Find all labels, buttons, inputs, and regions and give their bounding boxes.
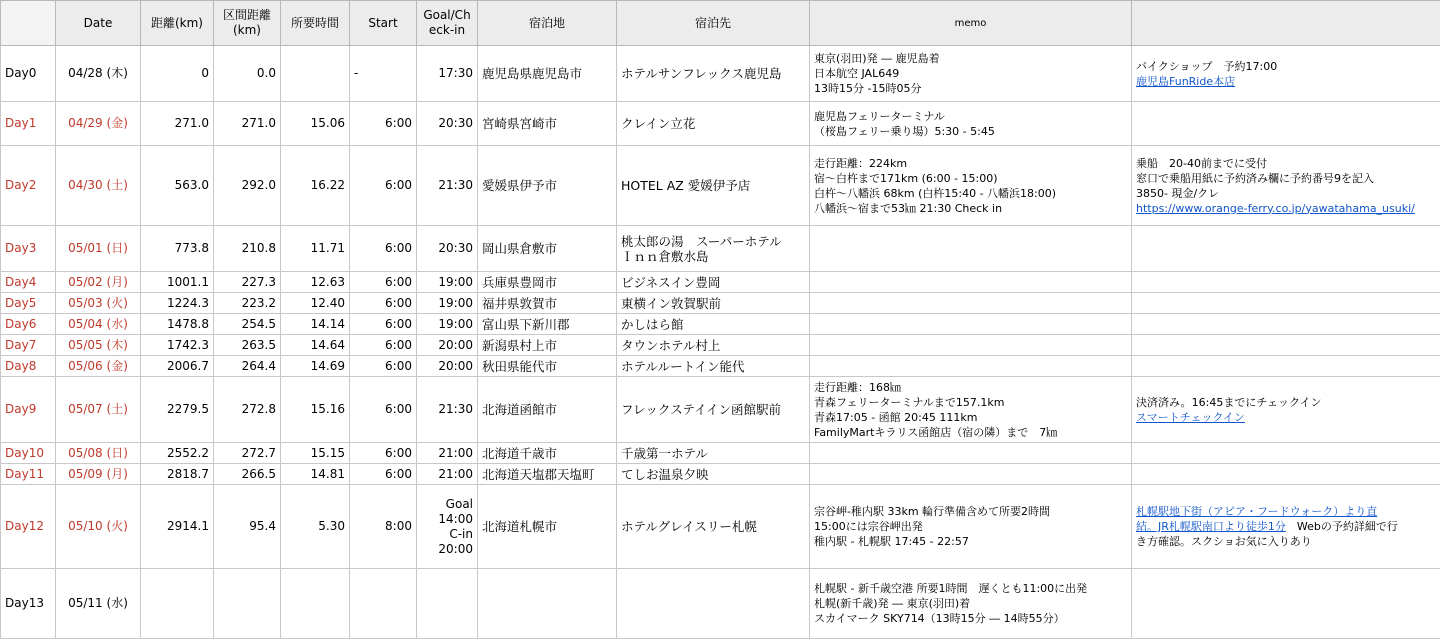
cell-memo[interactable] [810, 569, 1132, 639]
cell-date[interactable]: 05/10 (火) [56, 485, 141, 569]
cell-date[interactable]: 05/01 (日) [56, 226, 141, 272]
cell-goal[interactable] [417, 485, 478, 569]
cell-hotel[interactable] [617, 356, 810, 377]
cell-distance[interactable]: 773.8 [141, 226, 214, 272]
cell-date[interactable]: 05/03 (火) [56, 293, 141, 314]
notes-text: バイクショップ 予約17:00 [1136, 59, 1278, 73]
cell-memo[interactable] [810, 293, 1132, 314]
cell-goal[interactable] [417, 46, 478, 102]
goal-line: 17:30 [438, 66, 473, 80]
cell-hotel[interactable] [617, 226, 810, 272]
cell-place[interactable]: 福井県敦賀市 [478, 293, 617, 314]
goal-line: 20:00 [438, 541, 473, 556]
cell-start[interactable] [350, 569, 417, 639]
cell-notes[interactable] [1132, 272, 1440, 293]
cell-notes[interactable] [1132, 356, 1440, 377]
goal-line: 21:00 [438, 466, 473, 481]
cell-duration[interactable]: 15.06 [281, 102, 350, 146]
header-memo[interactable]: memo [810, 1, 1132, 46]
cell-segment[interactable]: 223.2 [214, 293, 281, 314]
memo-line: 稚内駅 - 札幌駅 17:45 - 22:57 [814, 535, 969, 548]
cell-date[interactable]: 05/08 (日) [56, 443, 141, 464]
notes-text: き方確認。スクショお気に入りあり [1136, 535, 1312, 548]
cell-day[interactable]: Day11 [1, 464, 56, 485]
cell-memo[interactable] [810, 335, 1132, 356]
cell-notes[interactable] [1132, 314, 1440, 335]
cell-duration[interactable]: 11.71 [281, 226, 350, 272]
cell-start[interactable]: 6:00 [350, 102, 417, 146]
cell-notes[interactable] [1132, 293, 1440, 314]
cell-hotel[interactable] [617, 272, 810, 293]
hotel-line: Ｉｎｎ倉敷水島 [621, 248, 709, 264]
header-goal[interactable]: Goal/Ch eck-in [417, 1, 478, 46]
goal-line: 20:00 [438, 358, 473, 373]
cell-distance[interactable]: 0 [141, 46, 214, 102]
cell-memo[interactable] [810, 356, 1132, 377]
table-row [1, 293, 1440, 314]
cell-segment[interactable]: 272.8 [214, 377, 281, 443]
table-row [1, 356, 1440, 377]
cell-date[interactable]: 05/04 (水) [56, 314, 141, 335]
cell-date[interactable]: 04/28 (木) [56, 46, 141, 102]
cell-date[interactable]: 05/11 (水) [56, 569, 141, 639]
memo-line: 札幌(新千歳)発 ― 東京(羽田)着 [814, 597, 971, 610]
cell-distance[interactable]: 1001.1 [141, 272, 214, 293]
hotel-line: ホテルルートイン能代 [621, 358, 745, 374]
cell-duration[interactable]: 16.22 [281, 146, 350, 226]
notes-link[interactable]: 鹿児島FunRide本店 [1136, 74, 1236, 88]
cell-distance[interactable]: 1224.3 [141, 293, 214, 314]
cell-day[interactable]: Day2 [1, 146, 56, 226]
notes-line [1136, 519, 1436, 534]
cell-segment[interactable]: 263.5 [214, 335, 281, 356]
memo-line: 15:00には宗谷岬出発 [814, 520, 923, 533]
notes-link[interactable]: スマートチェックイン [1136, 410, 1245, 424]
cell-start[interactable]: 6:00 [350, 314, 417, 335]
cell-distance[interactable]: 2279.5 [141, 377, 214, 443]
goal-line: 19:00 [438, 316, 473, 331]
cell-memo[interactable] [810, 102, 1132, 146]
table-body [1, 46, 1440, 639]
memo-line: 宿～白杵まで171km (6:00 - 15:00) [814, 171, 998, 185]
goal-line: 20:00 [438, 337, 473, 352]
cell-goal[interactable] [417, 569, 478, 639]
memo-line: 白杵～八幡浜 68km (白杵15:40 - 八幡浜18:00) [814, 186, 1057, 200]
cell-goal[interactable] [417, 314, 478, 335]
cell-notes[interactable] [1132, 146, 1440, 226]
table-row [1, 377, 1440, 443]
cell-start[interactable]: 6:00 [350, 226, 417, 272]
notes-text: 3850- 現金/クレ [1136, 186, 1220, 200]
cell-notes[interactable] [1132, 443, 1440, 464]
cell-start[interactable]: 6:00 [350, 356, 417, 377]
goal-line: 21:30 [438, 402, 473, 416]
hotel-line: HOTEL AZ 愛媛伊予店 [621, 178, 751, 193]
memo-line: FamilyMartキラリス函館店（宿の隣）まで 7㎞ [814, 425, 1058, 439]
cell-memo[interactable] [810, 314, 1132, 335]
cell-day[interactable]: Day5 [1, 293, 56, 314]
cell-duration[interactable]: 12.40 [281, 293, 350, 314]
cell-goal[interactable] [417, 272, 478, 293]
cell-place[interactable]: 富山県下新川郡 [478, 314, 617, 335]
cell-segment[interactable]: 0.0 [214, 46, 281, 102]
cell-day[interactable]: Day9 [1, 377, 56, 443]
table-row [1, 272, 1440, 293]
notes-link[interactable]: 結。JR札幌駅南口より徒歩1分 [1136, 520, 1286, 533]
hotel-line: てしお温泉夕映 [621, 466, 709, 482]
cell-start[interactable]: 6:00 [350, 443, 417, 464]
memo-line: 青森フェリーターミナルまで157.1km [814, 395, 1005, 409]
cell-distance[interactable] [141, 569, 214, 639]
cell-day[interactable]: Day7 [1, 335, 56, 356]
goal-line: 19:00 [438, 274, 473, 289]
goal-line: 20:30 [438, 116, 473, 130]
cell-start[interactable]: 6:00 [350, 146, 417, 226]
cell-notes[interactable] [1132, 377, 1440, 443]
cell-date[interactable]: 04/30 (土) [56, 146, 141, 226]
cell-day[interactable]: Day6 [1, 314, 56, 335]
table-row [1, 146, 1440, 226]
cell-place[interactable]: 新潟県村上市 [478, 335, 617, 356]
cell-day[interactable]: Day12 [1, 485, 56, 569]
cell-notes[interactable] [1132, 569, 1440, 639]
header-place[interactable]: 宿泊地 [478, 1, 617, 46]
cell-place[interactable]: 北海道函館市 [478, 377, 617, 443]
cell-place[interactable]: 愛媛県伊予市 [478, 146, 617, 226]
memo-line: 八幡浜～宿まで53㎞ 21:30 Check in [814, 201, 1003, 215]
hotel-line: フレックステイイン函館駅前 [621, 402, 782, 417]
cell-start[interactable]: 8:00 [350, 485, 417, 569]
memo-line: 13時15分 -15時05分 [814, 82, 922, 95]
cell-memo[interactable] [810, 146, 1132, 226]
cell-date[interactable]: 05/07 (土) [56, 377, 141, 443]
memo-line: 走行距離：168㎞ [814, 380, 901, 394]
cell-day[interactable]: Day10 [1, 443, 56, 464]
cell-segment[interactable]: 272.7 [214, 443, 281, 464]
cell-hotel[interactable] [617, 464, 810, 485]
cell-goal[interactable] [417, 464, 478, 485]
table-row [1, 569, 1440, 639]
notes-line [1136, 534, 1436, 549]
notes-link[interactable]: 札幌駅地下街（アピア・フードウォーク）より直 [1136, 505, 1378, 518]
cell-date[interactable]: 05/06 (金) [56, 356, 141, 377]
header-duration[interactable]: 所要時間 [281, 1, 350, 46]
cell-memo[interactable] [810, 464, 1132, 485]
cell-distance[interactable]: 2914.1 [141, 485, 214, 569]
cell-segment[interactable]: 271.0 [214, 102, 281, 146]
cell-goal[interactable] [417, 293, 478, 314]
cell-place[interactable]: 鹿児島県鹿児島市 [478, 46, 617, 102]
header-date[interactable]: Date [56, 1, 141, 46]
cell-duration[interactable]: 12.63 [281, 272, 350, 293]
table-row [1, 314, 1440, 335]
table-row [1, 335, 1440, 356]
cell-notes[interactable] [1132, 464, 1440, 485]
notes-line [1136, 201, 1436, 216]
cell-distance[interactable]: 271.0 [141, 102, 214, 146]
hotel-line: タウンホテル村上 [621, 337, 721, 353]
cell-duration[interactable]: 14.69 [281, 356, 350, 377]
cell-goal[interactable] [417, 226, 478, 272]
cell-goal[interactable] [417, 443, 478, 464]
cell-date[interactable]: 05/02 (月) [56, 272, 141, 293]
cell-hotel[interactable] [617, 293, 810, 314]
notes-line [1136, 59, 1436, 74]
cell-segment[interactable]: 254.5 [214, 314, 281, 335]
cell-memo[interactable] [810, 443, 1132, 464]
cell-hotel[interactable] [617, 377, 810, 443]
table-row [1, 226, 1440, 272]
cell-memo[interactable] [810, 377, 1132, 443]
cell-notes[interactable] [1132, 102, 1440, 146]
cell-distance[interactable]: 2552.2 [141, 443, 214, 464]
cell-notes[interactable] [1132, 485, 1440, 569]
cell-duration[interactable]: 14.81 [281, 464, 350, 485]
cell-duration[interactable]: 14.64 [281, 335, 350, 356]
notes-link[interactable]: https://www.orange-ferry.co.jp/yawatahama_usuki/ [1136, 201, 1415, 215]
cell-hotel[interactable] [617, 335, 810, 356]
memo-line: （桜島フェリー乗り場）5:30 - 5:45 [814, 124, 995, 138]
cell-duration[interactable]: 15.15 [281, 443, 350, 464]
corner-cell[interactable] [1, 1, 56, 46]
cell-start[interactable]: 6:00 [350, 272, 417, 293]
header-start[interactable]: Start [350, 1, 417, 46]
cell-date[interactable]: 04/29 (金) [56, 102, 141, 146]
cell-place[interactable]: 北海道千歳市 [478, 443, 617, 464]
cell-duration[interactable]: 14.14 [281, 314, 350, 335]
cell-distance[interactable]: 1742.3 [141, 335, 214, 356]
cell-segment[interactable]: 292.0 [214, 146, 281, 226]
notes-text: 乗船 20-40前までに受付 [1136, 156, 1267, 170]
notes-text: 窓口で乗船用紙に予約済み欄に予約番号9を記入 [1136, 171, 1374, 185]
cell-hotel[interactable] [617, 146, 810, 226]
cell-hotel[interactable] [617, 102, 810, 146]
cell-segment[interactable]: 264.4 [214, 356, 281, 377]
cell-start[interactable]: 6:00 [350, 335, 417, 356]
cell-day[interactable]: Day13 [1, 569, 56, 639]
goal-line: 19:00 [438, 295, 473, 310]
cell-place[interactable]: 宮崎県宮崎市 [478, 102, 617, 146]
cell-distance[interactable]: 2006.7 [141, 356, 214, 377]
cell-place[interactable]: 北海道天塩郡天塩町 [478, 464, 617, 485]
notes-line [1136, 171, 1436, 186]
table-row [1, 443, 1440, 464]
cell-hotel[interactable] [617, 46, 810, 102]
cell-segment[interactable]: 210.8 [214, 226, 281, 272]
memo-line: 東京(羽田)発 ― 鹿児島着 [814, 52, 940, 65]
cell-start[interactable]: 6:00 [350, 377, 417, 443]
cell-goal[interactable] [417, 102, 478, 146]
cell-memo[interactable] [810, 226, 1132, 272]
header-segment[interactable]: 区間距離 (km) [214, 1, 281, 46]
cell-day[interactable]: Day0 [1, 46, 56, 102]
memo-line: 走行距離：224km [814, 156, 908, 170]
memo-line: 青森17:05 - 函館 20:45 111km [814, 410, 978, 424]
cell-segment[interactable] [214, 569, 281, 639]
cell-start[interactable]: 6:00 [350, 464, 417, 485]
notes-line [1136, 395, 1436, 410]
table-row [1, 485, 1440, 569]
notes-line [1136, 186, 1436, 201]
header-extra[interactable] [1132, 1, 1440, 46]
cell-place[interactable]: 秋田県能代市 [478, 356, 617, 377]
cell-segment[interactable]: 266.5 [214, 464, 281, 485]
goal-line: Goal [445, 496, 473, 511]
cell-memo[interactable] [810, 272, 1132, 293]
goal-line: C-in [449, 526, 473, 541]
cell-duration[interactable] [281, 569, 350, 639]
goal-line: 21:30 [438, 178, 473, 192]
goal-line: 14:00 [438, 511, 473, 526]
memo-line: スカイマーク SKY714（13時15分 ― 14時55分） [814, 612, 1065, 625]
cell-goal[interactable] [417, 335, 478, 356]
cell-hotel[interactable] [617, 314, 810, 335]
hotel-line: ホテルグレイスリー札幌 [621, 519, 757, 534]
cell-goal[interactable] [417, 377, 478, 443]
cell-place[interactable] [478, 569, 617, 639]
goal-line: 21:00 [438, 445, 473, 460]
hotel-line: 千歳第一ホテル [621, 445, 708, 461]
cell-day[interactable]: Day8 [1, 356, 56, 377]
table-row [1, 46, 1440, 102]
memo-line: 日本航空 JAL649 [814, 67, 900, 80]
cell-hotel[interactable] [617, 443, 810, 464]
cell-hotel[interactable] [617, 485, 810, 569]
cell-day[interactable]: Day4 [1, 272, 56, 293]
cell-duration[interactable]: 15.16 [281, 377, 350, 443]
cell-place[interactable]: 岡山県倉敷市 [478, 226, 617, 272]
table-row [1, 102, 1440, 146]
header-distance[interactable]: 距離(km) [141, 1, 214, 46]
cell-day[interactable]: Day1 [1, 102, 56, 146]
cell-notes[interactable] [1132, 335, 1440, 356]
cell-day[interactable]: Day3 [1, 226, 56, 272]
cell-start[interactable]: - [350, 46, 417, 102]
cell-distance[interactable]: 563.0 [141, 146, 214, 226]
memo-line: 宗谷岬-稚内駅 33km 輪行準備含めて所要2時間 [814, 505, 1051, 518]
cell-date[interactable]: 05/09 (月) [56, 464, 141, 485]
cell-memo[interactable] [810, 46, 1132, 102]
goal-line: 20:30 [438, 241, 473, 255]
hotel-line: かしはら館 [621, 316, 684, 332]
memo-line: 札幌駅 - 新千歳空港 所要1時間 遅くとも11:00に出発 [814, 582, 1088, 595]
cell-place[interactable]: 兵庫県豊岡市 [478, 272, 617, 293]
cell-duration[interactable]: 5.30 [281, 485, 350, 569]
notes-line [1136, 410, 1436, 425]
hotel-line: 桃太郎の湯 スーパーホテル [621, 233, 782, 249]
table-row [1, 464, 1440, 485]
cell-notes[interactable] [1132, 226, 1440, 272]
notes-line [1136, 504, 1436, 519]
notes-text: 決済済み。16:45までにチェックイン [1136, 395, 1322, 409]
cell-segment[interactable]: 95.4 [214, 485, 281, 569]
cell-start[interactable]: 6:00 [350, 293, 417, 314]
cell-duration[interactable] [281, 46, 350, 102]
header-hotel[interactable]: 宿泊先 [617, 1, 810, 46]
cell-segment[interactable]: 227.3 [214, 272, 281, 293]
header-row [1, 1, 1440, 46]
hotel-line: ホテルサンフレックス鹿児島 [621, 66, 782, 81]
notes-line [1136, 74, 1436, 89]
cell-goal[interactable] [417, 146, 478, 226]
hotel-line: クレイン立花 [621, 116, 696, 131]
cell-distance[interactable]: 2818.7 [141, 464, 214, 485]
cell-hotel[interactable] [617, 569, 810, 639]
cell-goal[interactable] [417, 356, 478, 377]
notes-text: Webの予約詳細で行 [1285, 520, 1398, 533]
notes-line [1136, 156, 1436, 171]
hotel-line: 東横イン敦賀駅前 [621, 295, 722, 311]
cell-date[interactable]: 05/05 (木) [56, 335, 141, 356]
memo-line: 鹿児島フェリーターミナル [814, 109, 945, 123]
cell-place[interactable]: 北海道札幌市 [478, 485, 617, 569]
cell-distance[interactable]: 1478.8 [141, 314, 214, 335]
cell-memo[interactable] [810, 485, 1132, 569]
cell-notes[interactable] [1132, 46, 1440, 102]
hotel-line: ビジネスイン豊岡 [621, 274, 721, 290]
